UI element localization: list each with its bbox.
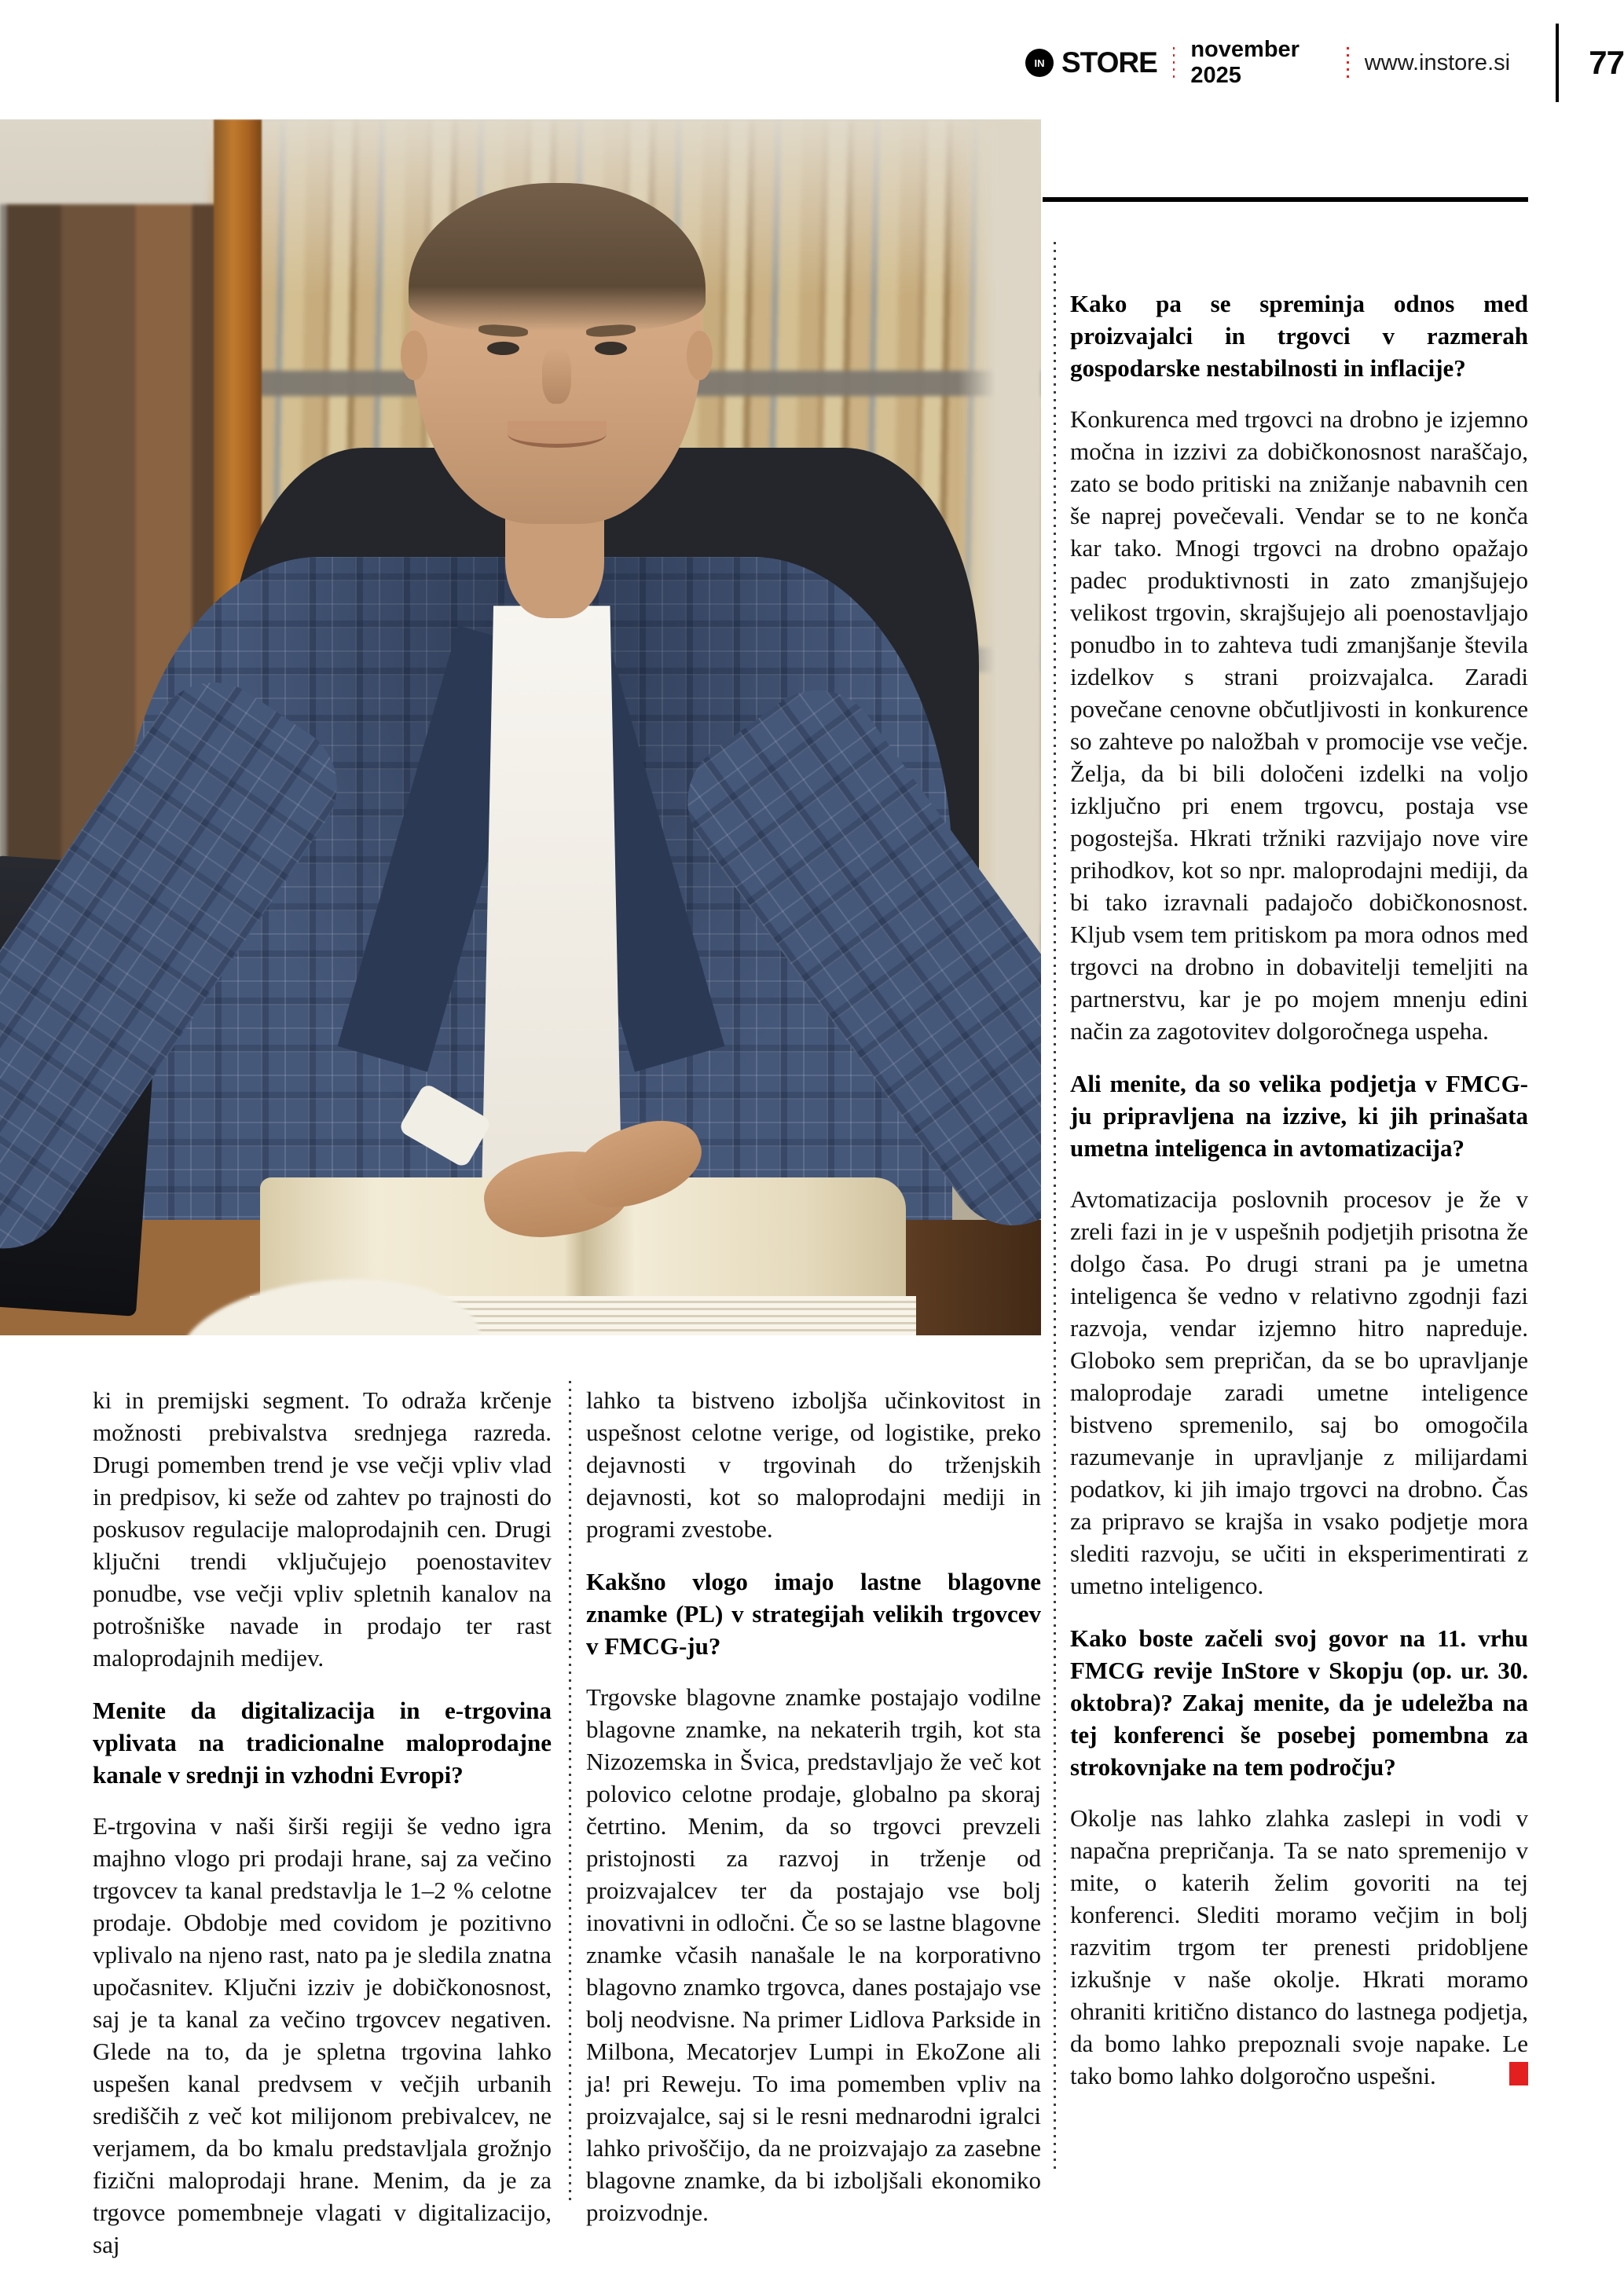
arm-right	[663, 665, 1041, 1250]
paragraph: ki in premijski segment. To odraža krčenje možnosti prebivalstva srednjega razreda. Drugi pomemben trend je vse večji vpliv vlad in predpisov, ki seže od zahtev po trajnosti do poskusov regulacije maloprodajnih cen. Drugi ključni trendi vključujejo poenostavitev ponudbe, vse večji vpliv spletnih kanalov na potrošniške navade in prodajo ter rast maloprodajnih medijev.	[93, 1386, 552, 1672]
instore-logo-icon: IN	[1025, 49, 1054, 77]
paragraph	[1070, 1802, 1528, 2092]
page-header	[1025, 24, 1624, 102]
column-separator-right	[1054, 242, 1056, 2170]
paragraph: E-trgovina v naši širši regiji še vedno igra majhno vlogo pri prodaji hrane, saj za večino trgovcev ta kanal predstavlja le 1–2 % celotne prodaje. Obdobje med covidom je pozitivno vplivalo na njeno rast, nato pa je sledila znatna upočasnitev. Ključni izziv je dobičkonosnost, saj je ta kanal za večino trgovcev negativen. Glede na to, da je spletna trgovina lahko uspešen kanal predvsem v večjih urbanih središčih z več kot milijonom prebivalcev, ne verjamem, da bo kmalu predstavljala grožnjo fizični maloprodaji hrane. Menim, da je za trgovce pomembneje vlagati v digitalizacijo, saj	[93, 1812, 552, 2258]
instore-logo-text: STORE	[1061, 46, 1157, 79]
question-heading: Kako boste začeli svoj govor na 11. vrhu FMCG revije InStore v Skopju (op. ur. 30. oktobra)? Zakaj menite, da je udeležba na tej konferenci še posebej pomembna za strokovnjake na tem področju?	[1070, 1624, 1528, 1781]
arms-layer	[0, 119, 1041, 1335]
paragraph: lahko ta bistveno izboljša učinkovitost in uspešnost celotne verige, od logistike, preko dejavnosti v trgovinah do trženjskih dejavnosti, kot so maloprodajni mediji in programi zvestobe.	[586, 1386, 1041, 1543]
question-heading: Menite da digitalizacija in e-trgovina vplivata na tradicionalne maloprodajne kanale v srednji in vzhodni Evropi?	[93, 1697, 552, 1789]
issue-date: november 2025	[1190, 37, 1300, 88]
question-heading: Kako pa se spreminja odnos med proizvajalci in trgovci v razmerah gospodarske nestabilnosti in inflacije?	[1070, 290, 1528, 382]
header-divider	[1556, 24, 1559, 102]
interview-photo	[0, 119, 1041, 1335]
paragraph: Konkurenca med trgovci na drobno je izjemno močna in izzivi za dobičkonosnost naraščajo, zato se bodo pritiski na znižanje nabavnih cen še naprej povečevali. Vendar se to ne konča kar tako. Mnogi trgovci na drobno opažajo padec produktivnosti in zato zmanjšujejo velikost trgovin, skrajšujejo ali poenostavljajo ponudbo in to zahteva tudi zmanjšanje števila izdelkov s strani proizvajalca. Zaradi povečane cenovne občutljivosti in konkurence so zahteve po naložbah v promocije vse večje. Želja, da bi bili določeni izdelki na voljo izključno pri enem trgovcu, postaja vse pogostejša. Hkrati tržniki razvijajo nove vire prihodkov, kot so npr. maloprodajni mediji, da bi tako izravnali padajočo dobičkonosnost. Kljub vsem tem pritiskom pa mora odnos med trgovci na drobno in dobavitelji temeljiti na partnerstvu, kar je po mojem mnenju edini način za zagotovitev dolgoročnega uspeha.	[1070, 405, 1528, 1045]
arm-left	[0, 658, 361, 1273]
paragraph-text: Okolje nas lahko zlahka zaslepi in vodi v napačna prepričanja. Ta se nato spremenijo v mite, o katerih želim govoriti na tej konferenci. Slediti moramo večjim in bolj razvitim trgom ter prenesti pridobljene izkušnje v naše okolje. Hkrati moramo ohraniti kritično distanco do lastnega podjetja, da bomo lahko prepoznali svoje napake. Le tako bomo lahko dolgoročno uspešni.	[1070, 1804, 1528, 2089]
paragraph: Avtomatizacija poslovnih procesov je že v zreli fazi in je v uspešnih podjetjih prisotna že dolgo časa. Po drugi strani pa je umetna inteligenca še vedno v relativno zgodnji fazi razvoja, vendar izjemno hitro napreduje. Globoko sem prepričan, da se bo upravljanje maloprodaje zaradi umetne inteligence bistveno spremenilo, saj bo omogočila razumevanje in upravljanje z milijardami podatkov, ki jih imajo trgovci na drobno. Čas za pripravo se krajša in vsako podjetje mora slediti razvoju, se učiti in eksperimentirati z umetno inteligenco.	[1070, 1185, 1528, 1599]
column-right	[1070, 287, 1528, 2112]
header-dotted-separator	[1173, 47, 1175, 79]
instore-logo	[1025, 46, 1157, 79]
question-heading: Kakšno vlogo imajo lastne blagovne znamke (PL) v strategijah velikih trgovcev v FMCG-ju?	[586, 1568, 1041, 1660]
column-middle	[586, 1384, 1041, 2249]
column-separator-left	[569, 1381, 571, 2204]
column-left	[93, 1384, 552, 2281]
paragraph: Trgovske blagovne znamke postajajo vodilne blagovne znamke, na nekaterih trgih, kot sta Nizozemska in Švica, predstavljajo že več kot polovico celotne prodaje, globalno pa skoraj četrtino. Menim, da so trgovci prevzeli pristojnosti za razvoj in trženje od proizvajalcev ter da postajajo vse bolj inovativni in odločni. Če so se lastne blagovne znamke včasih nanašale le na korporativno blagovno znamko trgovca, danes postajajo vse bolj neodvisne. Na primer Lidlova Parkside in Milbona, Mecatorjev Lumpi in EkoZone ali ja! pri Reweju. To ima pomemben vpliv na proizvajalce, saj si le resni mednarodni igralci lahko privoščijo, da ne proizvajajo za zasebne blagovne znamke, da bi izboljšali ekonomiko proizvodnje.	[586, 1683, 1041, 2226]
shirt-cuff	[398, 1082, 493, 1169]
article-end-mark	[1509, 2062, 1528, 2085]
header-dotted-separator	[1347, 47, 1349, 79]
section-rule	[1043, 197, 1528, 202]
website-url: www.instore.si	[1364, 49, 1511, 75]
page-number: 77	[1589, 44, 1624, 81]
question-heading: Ali menite, da so velika podjetja v FMCG-ju pripravljena na izzive, ki jih prinašata umetna inteligenca in avtomatizacija?	[1070, 1070, 1528, 1162]
